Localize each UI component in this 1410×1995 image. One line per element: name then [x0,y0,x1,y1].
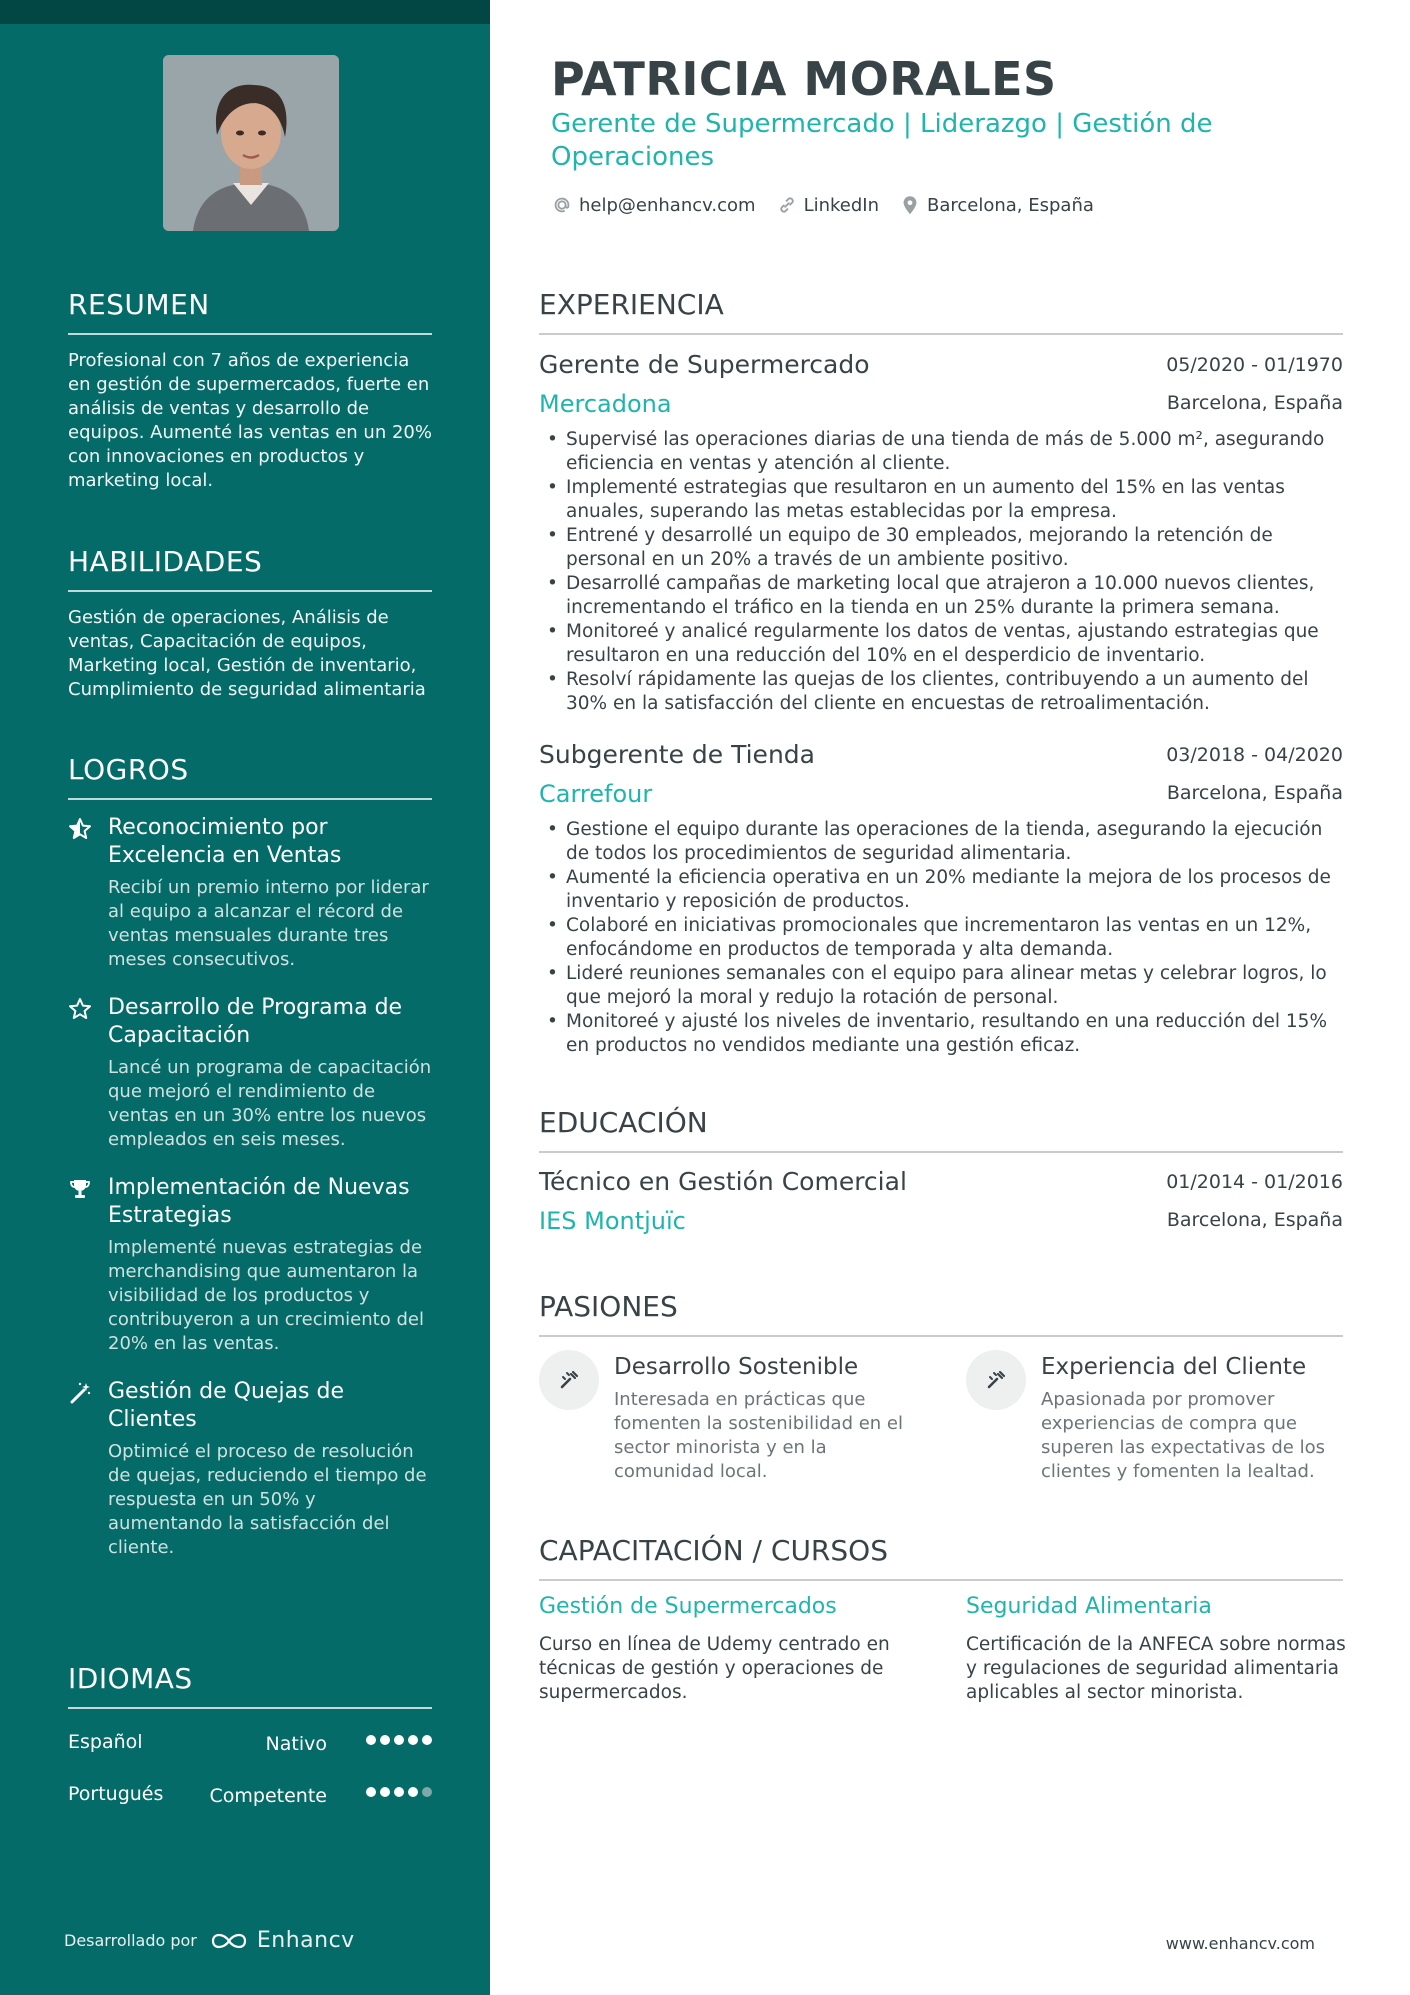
language-row [68,1775,432,1827]
passion-desc: Interesada en prácticas que fomenten la sostenibilidad en el sector minorista y en la comunidad local. [614,1389,904,1482]
course-item [966,1594,1346,1705]
experience-title: EXPERIENCIA [539,288,1343,335]
skills-text: Gestión de operaciones, Análisis de ventas, Capacitación de equipos, Marketing local, Gestión de inventario, Cumplimiento de seguridad alimentaria [68,607,426,700]
link-icon [776,194,798,216]
bullet-item: • Colaboré en iniciativas promocionales que incrementaron las ventas en un 12%, enfocándome en productos de temporada y alta demanda. [539,914,1343,962]
job-entry [539,350,1343,716]
bullet-item: • Monitoreé y analicé regularmente los datos de ventas, ajustando estrategias que resultaron en una reducción del 10% en el desperdicio de inventario. [539,620,1343,668]
candidate-name: PATRICIA MORALES [551,52,1057,106]
contact-bar [551,194,1094,216]
infinity-logo-icon [209,1930,249,1952]
achievement-item [68,1174,432,1356]
rating-dot [380,1735,390,1745]
job-company: Mercadona [539,390,672,418]
bullet-item: • Resolví rápidamente las quejas de los clientes, contribuyendo a un aumento del 30% en la satisfacción del cliente en encuestas de retroalimentación. [539,668,1343,716]
achievement-desc: Lancé un programa de capacitación que mejoró el rendimiento de ventas en un 30% entre los nuevos empleados en seis meses. [108,1057,432,1150]
achievement-desc: Implementé nuevas estrategias de merchandising que aumentaron la visibilidad de los productos y contribuyeron a un crecimiento del 20% en las ventas. [108,1237,424,1354]
star-outline-icon [68,994,108,1152]
job-location: Barcelona, España [1166,782,1343,804]
tools-icon [539,1350,599,1410]
bullet-item: • Implementé estrategias que resultaron en un aumento del 15% en las ventas anuales, superando las metas establecidas por la empresa. [539,476,1343,524]
languages-title: IDIOMAS [68,1662,432,1709]
passion-desc: Apasionada por promover experiencias de compra que superen las expectativas de los clientes y fomenten la lealtad. [1041,1389,1325,1482]
achievement-title: Desarrollo de Programa de Capacitación [108,995,403,1048]
summary-section [68,288,432,493]
rating-dot [422,1735,432,1745]
candidate-tagline: Gerente de Supermercado | Liderazgo | Gestión de Operaciones [551,109,1213,172]
achievement-item [68,994,432,1152]
tools-icon [966,1350,1026,1410]
language-row [68,1723,432,1775]
language-level: Nativo [265,1733,327,1755]
passion-item [966,1350,1346,1484]
passion-title: Experiencia del Cliente [1041,1354,1307,1380]
achievement-item [68,1378,432,1560]
course-desc: Curso en línea de Udemy centrado en técnicas de gestión y operaciones de supermercados. [539,1634,890,1703]
summary-title: RESUMEN [68,288,432,335]
bullet-item: • Aumenté la eficiencia operativa en un 20% mediante la mejora de los procesos de inventario y reposición de productos. [539,866,1343,914]
bullet-item: • Supervisé las operaciones diarias de una tienda de más de 5.000 m², asegurando eficiencia en ventas y atención al cliente. [539,428,1343,476]
language-rating [366,1735,432,1745]
achievements-section [68,753,432,1582]
job-location: Barcelona, España [1166,392,1343,414]
language-rating [366,1787,432,1797]
courses-title: CAPACITACIÓN / CURSOS [539,1534,1343,1581]
passions-title: PASIONES [539,1290,1343,1337]
job-bullets [539,428,1343,716]
rating-dot [408,1787,418,1797]
achievement-desc: Recibí un premio interno por liderar al equipo a alcanzar el récord de ventas mensuales durante tres meses consecutivos. [108,877,429,970]
at-icon [551,194,573,216]
profile-photo [163,55,339,231]
brand-logo[interactable] [209,1928,355,1953]
course-title: Seguridad Alimentaria [966,1594,1212,1619]
language-name: Español [68,1731,143,1753]
achievements-title: LOGROS [68,753,432,800]
passion-title: Desarrollo Sostenible [614,1354,859,1380]
achievement-desc: Optimicé el proceso de resolución de quejas, reduciendo el tiempo de respuesta en un 50% y aumentando la satisfacción del cliente. [108,1441,427,1558]
trophy-icon [68,1174,108,1356]
languages-section [68,1662,432,1827]
job-dates: 05/2020 - 01/1970 [1166,354,1343,376]
education-degree: Técnico en Gestión Comercial [539,1167,907,1196]
job-role: Subgerente de Tienda [539,740,815,769]
skills-title: HABILIDADES [68,545,432,592]
location-pin-icon [899,194,921,216]
passion-item [539,1350,919,1484]
education-location: Barcelona, España [1166,1209,1343,1231]
bullet-item: • Monitoreé y ajusté los niveles de inventario, resultando en una reducción del 15% en productos no vendidos mediante una gestión eficaz. [539,1010,1343,1058]
achievement-title: Reconocimiento por Excelencia en Ventas [108,815,342,868]
course-item [539,1594,919,1705]
rating-dot [394,1735,404,1745]
rating-dot [366,1787,376,1797]
job-bullets [539,818,1343,1058]
education-entry [539,1167,1343,1245]
job-dates: 03/2018 - 04/2020 [1166,744,1343,766]
summary-text: Profesional con 7 años de experiencia en gestión de supermercados, fuerte en análisis de ventas y desarrollo de equipos. Aumenté las ventas en un 20% con innovaciones en productos y marketing local. [68,350,432,491]
bullet-item: • Desarrollé campañas de marketing local que atrajeron a 10.000 nuevos clientes, incrementando el tráfico en la tienda en un 25% durante la primera semana. [539,572,1343,620]
job-company: Carrefour [539,780,653,808]
email-text: help@enhancv.com [579,194,756,216]
course-title: Gestión de Supermercados [539,1594,837,1619]
bullet-item: • Lideré reuniones semanales con el equipo para alinear metas y celebrar logros, lo que mejoró la moral y redujo la rotación de personal. [539,962,1343,1010]
rating-dot [408,1735,418,1745]
rating-dot [422,1787,432,1797]
rating-dot [366,1735,376,1745]
language-level: Competente [209,1785,327,1807]
education-school: IES Montjuïc [539,1207,686,1235]
achievement-item [68,814,432,972]
achievement-title: Implementación de Nuevas Estrategias [108,1175,410,1228]
bullet-item: • Gestione el equipo durante las operaciones de la tienda, asegurando la ejecución de todos los procedimientos de seguridad alimentaria. [539,818,1343,866]
contact-linkedin[interactable] [776,194,879,216]
rating-dot [380,1787,390,1797]
location-text: Barcelona, España [927,194,1094,216]
education-title: EDUCACIÓN [539,1106,1343,1153]
language-name: Portugués [68,1783,164,1805]
footer-url[interactable]: www.enhancv.com [1165,1934,1315,1953]
magic-wand-icon [68,1378,108,1560]
sidebar [0,0,490,1995]
education-dates: 01/2014 - 01/2016 [1166,1171,1343,1193]
sidebar-top-bar [0,0,490,24]
job-role: Gerente de Supermercado [539,350,870,379]
achievement-title: Gestión de Quejas de Clientes [108,1379,345,1432]
skills-section [68,545,432,702]
course-desc: Certificación de la ANFECA sobre normas y regulaciones de seguridad alimentaria aplicables al sector minorista. [966,1634,1346,1703]
contact-location [899,194,1094,216]
brand-prefix: Desarrollado por [64,1931,197,1950]
brand-footer [64,1928,355,1953]
brand-name: Enhancv [256,1928,355,1953]
star-half-icon [68,814,108,972]
contact-email[interactable] [551,194,756,216]
bullet-item: • Entrené y desarrollé un equipo de 30 empleados, mejorando la retención de personal en un 20% a través de un ambiente positivo. [539,524,1343,572]
linkedin-text: LinkedIn [803,194,879,216]
rating-dot [394,1787,404,1797]
job-entry [539,740,1343,1058]
